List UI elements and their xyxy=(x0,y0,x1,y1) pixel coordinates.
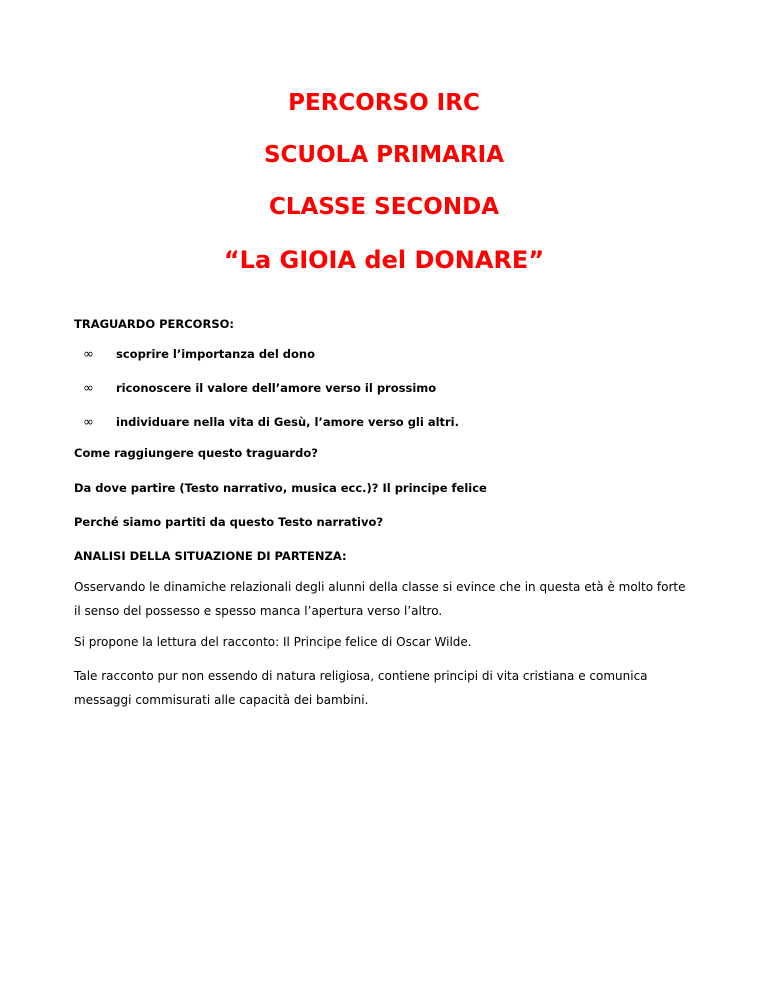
list-item xyxy=(74,346,459,380)
infinity-bullet-icon: ∞ xyxy=(83,415,94,430)
list-item-text: scoprire l’importanza del dono xyxy=(116,347,316,361)
question-da-dove: Da dove partire (Testo narrativo, musica ecc.)? Il principe felice xyxy=(74,481,487,495)
analisi-heading: ANALISI DELLA SITUAZIONE DI PARTENZA: xyxy=(74,549,347,563)
infinity-bullet-icon: ∞ xyxy=(83,381,94,396)
analisi-paragraph-3: Tale racconto pur non essendo di natura religiosa, contiene principi di vita cristiana e comunica messaggi commisurati alle capacità dei bambini. xyxy=(74,669,648,707)
question-come: Come raggiungere questo traguardo? xyxy=(74,446,318,460)
analisi-paragraph-1: Osservando le dinamiche relazionali degli alunni della classe si evince che in questa età è molto forte il senso del possesso e spesso manca l’apertura verso l’altro. xyxy=(74,580,686,618)
title-gioia: “La GIOIA del DONARE” xyxy=(223,246,545,274)
list-item xyxy=(74,380,459,414)
title-classe: CLASSE SECONDA xyxy=(269,194,499,220)
list-item xyxy=(74,414,459,448)
title-percorso: PERCORSO IRC xyxy=(288,90,480,116)
analisi-paragraph-2: Si propone la lettura del racconto: Il Principe felice di Oscar Wilde. xyxy=(74,635,472,649)
infinity-bullet-icon: ∞ xyxy=(83,347,94,362)
traguardo-list xyxy=(74,346,459,448)
list-item-text: individuare nella vita di Gesù, l’amore verso gli altri. xyxy=(116,415,459,429)
traguardo-heading: TRAGUARDO PERCORSO: xyxy=(74,317,234,331)
title-scuola: SCUOLA PRIMARIA xyxy=(263,142,505,168)
list-item-text: riconoscere il valore dell’amore verso il prossimo xyxy=(116,381,437,395)
question-perche: Perché siamo partiti da questo Testo narrativo? xyxy=(74,515,384,529)
